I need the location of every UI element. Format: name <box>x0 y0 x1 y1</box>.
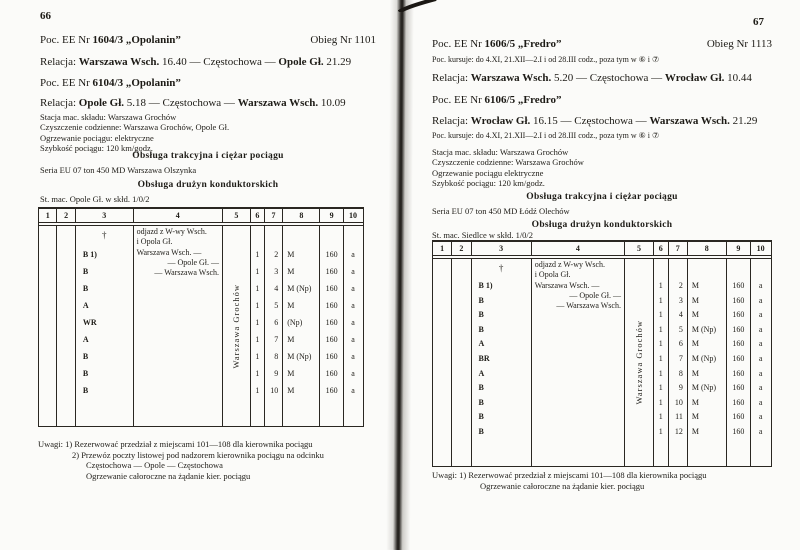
speed-value: 160 <box>325 318 338 327</box>
table-cell: a <box>758 310 763 320</box>
car-number: 7 <box>678 353 683 363</box>
uwagi-block <box>432 470 707 491</box>
table-cell: a <box>758 397 763 407</box>
car-class: BR <box>478 353 490 363</box>
car-number: 4 <box>274 284 279 293</box>
col-9 <box>727 259 751 466</box>
car-number: 8 <box>678 368 683 378</box>
train-heading-2: Poc. EE Nr 6104/3 „Opolanin” <box>40 77 181 89</box>
table-cell: 1 <box>658 412 663 422</box>
car-type: M (Np) <box>287 352 312 361</box>
table-cell: 1 <box>658 383 663 393</box>
composition-table <box>432 240 772 467</box>
car-class: B <box>478 324 484 334</box>
car-type: M (Np) <box>691 324 717 334</box>
car-class: B <box>478 295 484 305</box>
section-crew: Obsługa drużyn konduktorskich <box>137 180 279 190</box>
section-crew: Obsługa drużyn konduktorskich <box>531 220 673 230</box>
uwagi-line: Ogrzewanie całoroczne na żądanie kier. pociągu <box>86 470 251 481</box>
info-line: Ogrzewanie pociągu elektryczne <box>432 167 544 178</box>
info-line: Czyszczenie codzienne: Warszawa Grochów, Opole Gł. <box>40 122 230 133</box>
car-class: B <box>82 352 89 361</box>
car-type: M <box>691 339 699 349</box>
speed-value: 160 <box>732 339 745 349</box>
table-cell: a <box>351 301 355 310</box>
speed-value: 160 <box>732 383 745 393</box>
speed-value: 160 <box>325 369 338 378</box>
stmac-line: St. mac. Opole Gł. w skłd. 1/0/2 <box>40 194 150 204</box>
car-number: 6 <box>274 318 279 327</box>
car-number: 2 <box>274 250 279 259</box>
table-cell: 1 <box>658 281 663 290</box>
table-cell: 1 <box>255 386 260 395</box>
train-info-block <box>432 147 584 188</box>
car-type: M (Np) <box>287 284 312 293</box>
speed-value: 160 <box>325 335 338 344</box>
uwagi-line: Uwagi: 1) Rezerwować przedział z miejscami 101—108 dla kierownika pociągu <box>432 470 707 480</box>
col-depot <box>625 259 654 466</box>
table-cell: 1 <box>255 267 260 276</box>
column-header: 3 <box>76 209 134 222</box>
train-title: Poc. EE Nr 1604/3 „Opolanin” <box>40 34 181 46</box>
speed-value: 160 <box>325 352 338 361</box>
speed-value: 160 <box>732 295 745 305</box>
spine-top-curve <box>398 0 438 12</box>
col-1 <box>433 259 452 466</box>
seria-line: Seria EU 07 ton 450 MD Łódź Olechów <box>432 206 570 216</box>
kursuje-line-1: Poc. kursuje: do 4.XI, 21.XII—2.I i od 28.III codz., poza tym w ⑥ i ⑦ <box>432 55 660 64</box>
speed-value: 160 <box>732 368 745 378</box>
car-class: A <box>82 301 89 310</box>
column-header: 6 <box>654 242 669 255</box>
table-cell: a <box>351 318 355 327</box>
page-number: 67 <box>753 16 764 28</box>
table-cell: 1 <box>255 318 260 327</box>
table-cell: a <box>758 412 763 422</box>
section-traction: Obsługa trakcyjna i ciężar pociągu <box>132 151 284 161</box>
obieg-number: Obieg Nr 1113 <box>706 38 772 50</box>
relacja-line-1: Relacja: Warszawa Wsch. 16.40 — Częstochowa — Opole Gł. 21.29 <box>40 56 352 68</box>
col-8 <box>283 226 320 426</box>
col-car-class <box>472 259 532 466</box>
col-2 <box>452 259 471 466</box>
speed-value: 160 <box>732 397 745 407</box>
info-line: Stacja mac. składu: Warszawa Grochów <box>40 112 177 122</box>
train-title: Poc. EE Nr 1606/5 „Fredro” <box>432 38 562 50</box>
speed-value: 160 <box>325 250 338 259</box>
column-header: 9 <box>727 242 751 255</box>
table-cell: 1 <box>658 324 663 334</box>
table-cell: a <box>351 267 355 276</box>
table-cell: a <box>351 284 355 293</box>
relacja-line-1: Relacja: Warszawa Wsch. 5.20 — Częstochowa — Wrocław Gł. 10.44 <box>432 72 752 84</box>
table-cell: 1 <box>255 301 260 310</box>
car-type: M <box>287 386 295 395</box>
car-type: M <box>691 397 699 407</box>
car-number: 4 <box>678 310 683 320</box>
info-line: Szybkość pociągu: 120 km/godz. <box>432 177 545 188</box>
car-class: B <box>478 426 484 436</box>
seria-line: Seria EU 07 ton 450 MD Warszawa Olszynka <box>40 165 197 175</box>
page-left <box>40 0 376 550</box>
column-header: 5 <box>223 209 251 222</box>
uwagi-line: Ogrzewanie całoroczne na żądanie kier. pociągu <box>480 480 645 491</box>
car-number: 9 <box>678 383 683 393</box>
car-class: B <box>82 386 89 395</box>
col-10 <box>751 259 770 466</box>
car-number: 10 <box>674 397 683 407</box>
info-line: Ogrzewanie pociągu: elektryczne <box>40 132 154 143</box>
table-cell: a <box>351 250 355 259</box>
col-10 <box>344 226 362 426</box>
col-2 <box>57 226 75 426</box>
table-cell: a <box>351 386 355 395</box>
car-number: 6 <box>678 339 683 349</box>
table-cell: a <box>351 335 355 344</box>
column-header: 10 <box>756 244 765 253</box>
train-heading-1 <box>40 34 376 46</box>
relacja-line-2: Relacja: Opole Gł. 5.18 — Częstochowa — Warszawa Wsch. 10.09 <box>40 97 346 109</box>
car-class: B 1) <box>478 281 493 290</box>
col-7 <box>265 226 283 426</box>
col-8 <box>688 259 727 466</box>
car-class: B <box>478 412 484 422</box>
depot-vertical-label: Warszawa Grochów <box>634 320 644 405</box>
column-header: 2 <box>452 242 471 255</box>
column-header: 4 <box>532 242 625 255</box>
table-cell: 1 <box>658 426 663 436</box>
car-type: M (Np) <box>691 383 717 393</box>
car-type: M <box>691 412 699 422</box>
column-header: 3 <box>472 242 532 255</box>
column-header: 1 <box>39 209 57 222</box>
table-body <box>433 258 771 466</box>
car-class: WR <box>82 318 97 327</box>
car-type: M <box>691 295 699 305</box>
column-header: 7 <box>265 209 283 222</box>
col-1 <box>39 226 57 426</box>
table-cell: 1 <box>658 397 663 407</box>
column-header: 1 <box>433 242 452 255</box>
car-class: B <box>82 267 89 276</box>
table-cell: 1 <box>658 339 663 349</box>
speed-value: 160 <box>325 284 338 293</box>
car-number: 10 <box>270 386 279 395</box>
speed-value: 160 <box>732 281 745 290</box>
table-cell: a <box>758 426 763 436</box>
car-number: 12 <box>674 426 683 436</box>
col-9 <box>320 226 343 426</box>
car-class: B <box>478 397 484 407</box>
table-cell: a <box>758 383 763 393</box>
car-number: 9 <box>274 369 279 378</box>
table-cell: 1 <box>255 352 260 361</box>
table-cell: a <box>758 353 763 363</box>
column-header: 2 <box>57 209 75 222</box>
relacja-line-2: Relacja: Wrocław Gł. 16.15 — Częstochowa — Warszawa Wsch. 21.29 <box>432 115 758 127</box>
uwagi-line: 2) Przewóz poczty listowej pod nadzorem kierownika pociągu na odcinku <box>72 449 324 460</box>
column-header: 4 <box>134 209 223 222</box>
car-class: A <box>82 335 89 344</box>
train-info-block <box>40 112 229 153</box>
speed-value: 160 <box>732 310 745 320</box>
column-header: 5 <box>625 242 654 255</box>
speed-value: 160 <box>732 412 745 422</box>
speed-value: 160 <box>325 386 338 395</box>
col-7 <box>669 259 688 466</box>
table-cell: 1 <box>255 284 260 293</box>
table-cell: 1 <box>658 353 663 363</box>
car-type: M <box>287 301 295 310</box>
table-cell: a <box>758 368 763 378</box>
page-number: 66 <box>40 10 51 22</box>
col-depot <box>223 226 251 426</box>
car-type: M <box>691 426 699 436</box>
car-class: B 1) <box>82 250 97 259</box>
table-cell: 1 <box>658 310 663 320</box>
car-number: 7 <box>274 335 279 344</box>
car-type: M <box>287 369 295 378</box>
info-line: Czyszczenie codzienne: Warszawa Grochów <box>432 157 584 168</box>
kursuje-line-2: Poc. kursuje: do 4.XI, 21.XII—2.I i od 28.III codz., poza tym w ⑥ i ⑦ <box>432 131 660 140</box>
table-cell: a <box>758 324 763 334</box>
section-traction: Obsługa trakcyjna i ciężar pociągu <box>526 192 678 202</box>
stmac-line: St. mac. Siedlce w skłd. 1/0/2 <box>432 230 534 240</box>
car-number: 2 <box>678 281 683 290</box>
car-number: 11 <box>675 412 683 422</box>
table-header-row <box>433 242 771 256</box>
table-header-row <box>39 209 363 223</box>
speed-value: 160 <box>732 426 745 436</box>
car-type: M <box>287 250 295 259</box>
speed-value: 160 <box>732 324 745 334</box>
table-cell: 1 <box>255 335 260 344</box>
book-spine <box>386 0 414 550</box>
table-cell: a <box>758 295 763 305</box>
dagger-symbol: † <box>101 230 107 240</box>
route-text: Warszawa Wsch. — — Opole Gł. — — Warszawa Wsch. <box>136 248 219 277</box>
car-class: B <box>478 310 484 320</box>
car-number: 5 <box>678 324 683 334</box>
composition-table <box>38 207 364 427</box>
depot-vertical-label: Warszawa Grochów <box>231 283 242 369</box>
col-6 <box>251 226 265 426</box>
car-number: 3 <box>678 295 683 305</box>
train-heading-1 <box>432 38 772 50</box>
page-right <box>432 0 772 550</box>
table-body <box>39 225 363 426</box>
col-6 <box>654 259 669 466</box>
table-cell: a <box>758 339 763 349</box>
car-type: (Np) <box>287 318 303 327</box>
car-class: B <box>82 369 89 378</box>
table-cell: 1 <box>658 295 663 305</box>
speed-value: 160 <box>325 301 338 310</box>
column-header: 10 <box>349 211 358 220</box>
col-car-class <box>76 226 134 426</box>
uwagi-line: Częstochowa — Opole — Częstochowa <box>86 460 223 471</box>
info-line: Szybkość pociągu: 120 km/godz. <box>40 142 153 153</box>
car-number: 3 <box>274 267 279 276</box>
table-cell: a <box>351 369 355 378</box>
departure-note: odjazd z W-wy Wsch. i Opola Gł. <box>136 227 207 246</box>
dagger-symbol: † <box>498 263 504 273</box>
table-cell: 1 <box>255 369 260 378</box>
col-route <box>134 226 223 426</box>
info-line: Stacja mac. składu: Warszawa Grochów <box>432 147 569 157</box>
car-class: A <box>478 339 485 349</box>
car-type: M <box>691 310 699 320</box>
departure-note: odjazd z W-wy Wsch. i Opola Gł. <box>534 260 606 279</box>
column-header: 9 <box>320 209 343 222</box>
car-number: 5 <box>274 301 279 310</box>
speed-value: 160 <box>732 353 745 363</box>
car-class: A <box>478 368 485 378</box>
car-type: M <box>691 281 699 290</box>
obieg-number: Obieg Nr 1101 <box>310 34 376 46</box>
table-cell: 1 <box>255 250 260 259</box>
car-class: B <box>82 284 89 293</box>
car-number: 8 <box>274 352 279 361</box>
car-type: M (Np) <box>691 353 717 363</box>
uwagi-block <box>38 439 324 481</box>
uwagi-line: Uwagi: 1) Rezerwować przedział z miejscami 101—108 dla kierownika pociągu <box>38 439 313 449</box>
car-type: M <box>287 335 295 344</box>
table-cell: a <box>758 281 763 290</box>
col-route <box>532 259 625 466</box>
speed-value: 160 <box>325 267 338 276</box>
route-text: Warszawa Wsch. — — Opole Gł. — — Warszawa Wsch. <box>534 281 621 310</box>
car-class: B <box>478 383 484 393</box>
column-header: 7 <box>669 242 688 255</box>
column-header: 8 <box>688 242 727 255</box>
table-cell: a <box>351 352 355 361</box>
car-type: M <box>691 368 699 378</box>
column-header: 6 <box>251 209 265 222</box>
car-type: M <box>287 267 295 276</box>
train-heading-2: Poc. EE Nr 6106/5 „Fredro” <box>432 94 562 106</box>
column-header: 8 <box>283 209 320 222</box>
table-cell: 1 <box>658 368 663 378</box>
